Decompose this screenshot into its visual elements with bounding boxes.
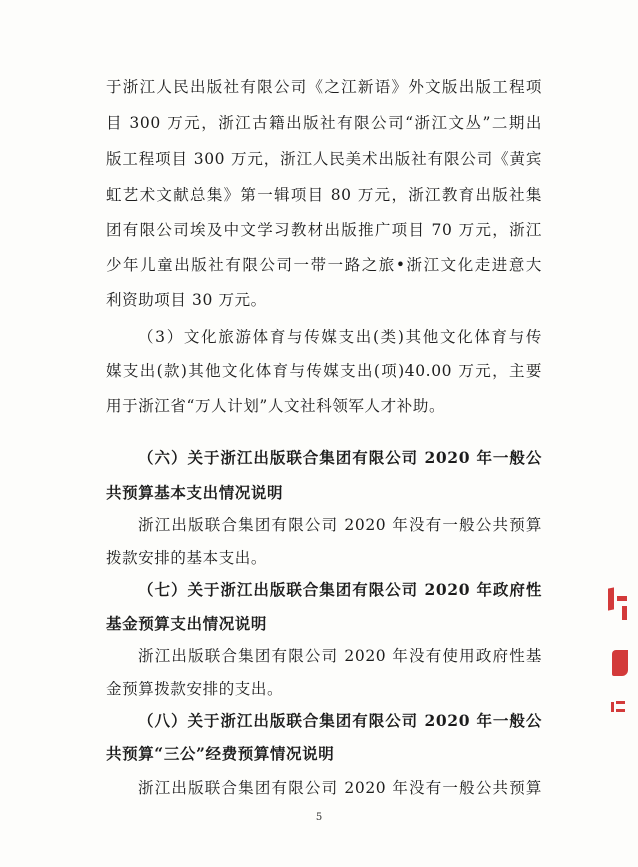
section-8-heading-cont: 共预算“三公”经费预算情况说明 (106, 744, 335, 763)
paragraph-3-first-line: （3）文化旅游体育与传媒支出(类)其他文化体育与传 (138, 328, 542, 346)
section-8-heading: （八）关于浙江出版联合集团有限公司 2020 年一般公 (138, 711, 542, 730)
section-7-heading: （七）关于浙江出版联合集团有限公司 2020 年政府性 (138, 580, 542, 599)
body-line: 团有限公司埃及中文学习教材出版推广项目 70 万元，浙江 (106, 221, 542, 239)
body-line: 于浙江人民出版社有限公司《之江新语》外文版出版工程项 (106, 78, 542, 96)
body-line: 利资助项目 30 万元。 (106, 291, 267, 309)
body-line: 少年儿童出版社有限公司一带一路之旅•浙江文化走进意大 (106, 256, 542, 274)
section-7-heading-cont: 基金预算支出情况说明 (106, 614, 268, 633)
section-6-body-cont: 拨款安排的基本支出。 (106, 549, 268, 567)
body-line: 媒支出(款)其他文化体育与传媒支出(项)40.00 万元，主要 (106, 362, 542, 380)
section-6-body: 浙江出版联合集团有限公司 2020 年没有一般公共预算 (138, 516, 542, 534)
body-line: 用于浙江省“万人计划”人文社科领军人才补助。 (106, 397, 446, 415)
body-line: 目 300 万元，浙江古籍出版社有限公司“浙江文丛”二期出 (106, 114, 542, 132)
page-number: 5 (315, 812, 323, 823)
section-8-body: 浙江出版联合集团有限公司 2020 年没有一般公共预算 (138, 779, 542, 797)
body-line: 版工程项目 300 万元，浙江人民美术出版社有限公司《黄宾 (106, 150, 542, 168)
section-7-body-cont: 金预算拨款安排的支出。 (106, 680, 284, 698)
section-6-heading-cont: 共预算基本支出情况说明 (106, 483, 284, 502)
section-7-body: 浙江出版联合集团有限公司 2020 年没有使用政府性基 (138, 647, 542, 665)
body-line: 虹艺术文献总集》第一辑项目 80 万元，浙江教育出版社集 (106, 186, 542, 204)
section-6-heading: （六）关于浙江出版联合集团有限公司 2020 年一般公 (138, 448, 542, 467)
